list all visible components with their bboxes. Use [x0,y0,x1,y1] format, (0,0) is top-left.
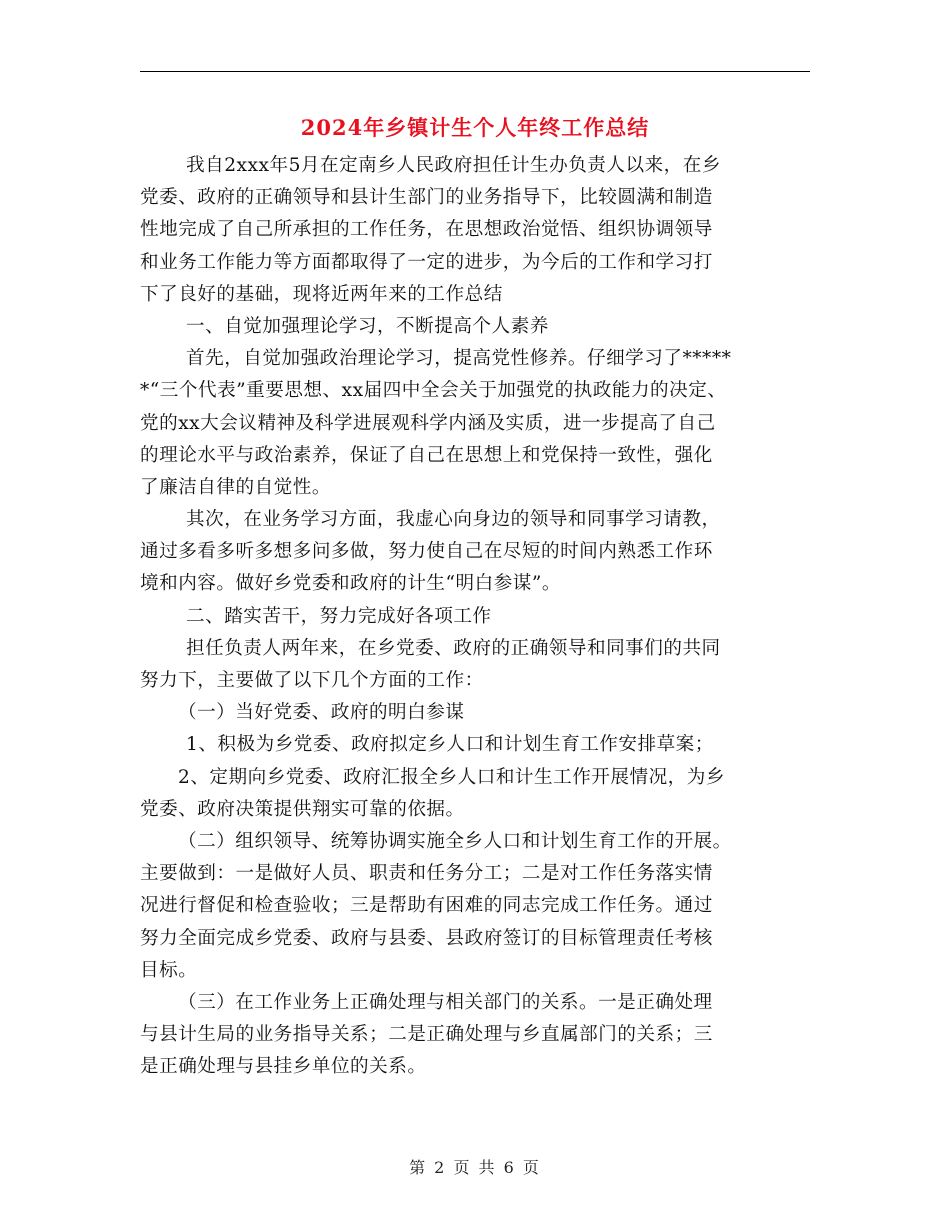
list-item: 2、定期向乡党委、政府汇报全乡人口和计生工作开展情况，为乡 [178,766,725,788]
paragraph-line: 党的xx大会议精神及科学进展观科学内涵及实质，进一步提高了自己 [140,412,716,434]
paragraph-line: 努力下，主要做了以下几个方面的工作： [140,670,484,691]
paragraph-line: 境和内容。做好乡党委和政府的计生“明白参谋”。 [140,573,561,595]
document-body [140,150,830,1083]
paragraph-line: *“三个代表”重要思想、xx届四中全会关于加强党的执政能力的决定、 [140,380,727,402]
subsection-heading: （一）当好党委、政府的明白参谋 [178,702,465,724]
paragraph-line: 党委、政府决策提供翔实可靠的依据。 [140,798,465,820]
subsection-heading: （三）在工作业务上正确处理与相关部门的关系。一是正确处理 [178,991,713,1013]
paragraph-line: 党委、政府的正确领导和县计生部门的业务指导下，比较圆满和制造 [140,187,713,209]
paragraph-line: 主要做到：一是做好人员、职责和任务分工；二是对工作任务落实情 [140,863,713,885]
paragraph-line: 目标。 [140,959,198,981]
page-number: 第 2 页 共 6 页 [409,1158,541,1177]
paragraph-line: 和业务工作能力等方面都取得了一定的进步，为今后的工作和学习打 [140,251,713,273]
paragraph-line: 首先，自觉加强政治理论学习，提高党性修养。仔细学习了***** [186,348,732,370]
paragraph-line: 其次，在业务学习方面，我虚心向身边的领导和同事学习请教， [186,509,721,531]
paragraph-line: 了廉洁自律的自觉性。 [140,476,331,498]
subsection-heading: （二）组织领导、统筹协调实施全乡人口和计划生育工作的开展。 [178,830,732,852]
document-title: 2024年乡镇计生个人年终工作总结 [300,115,650,140]
paragraph-line: 下了良好的基础，现将近两年来的工作总结 [140,283,503,305]
paragraph-line: 况进行督促和检查验收；三是帮助有困难的同志完成工作任务。通过 [140,895,713,917]
paragraph-line: 性地完成了自己所承担的工作任务，在思想政治觉悟、组织协调领导 [140,219,713,241]
header-rule [140,71,810,72]
section-heading: 二、踏实苦干，努力完成好各项工作 [186,605,492,627]
paragraph-line: 担任负责人两年来，在乡党委、政府的正确领导和同事们的共同 [186,637,721,659]
paragraph-line: 通过多看多听多想多问多做，努力使自己在尽短的时间内熟悉工作环 [140,541,713,563]
paragraph-line: 的理论水平与政治素养，保证了自己在思想上和党保持一致性，强化 [140,444,713,466]
paragraph-line: 努力全面完成乡党委、政府与县委、县政府签订的目标管理责任考核 [140,927,713,949]
list-item: 1、积极为乡党委、政府拟定乡人口和计划生育工作安排草案； [186,734,714,756]
section-heading: 一、自觉加强理论学习，不断提高个人素养 [186,315,549,337]
paragraph-line: 我自2xxx年5月在定南乡人民政府担任计生办负责人以来，在乡 [186,155,721,176]
paragraph-line: 是正确处理与县挂乡单位的关系。 [140,1056,427,1078]
paragraph-line: 与县计生局的业务指导关系；二是正确处理与乡直属部门的关系；三 [140,1024,713,1046]
